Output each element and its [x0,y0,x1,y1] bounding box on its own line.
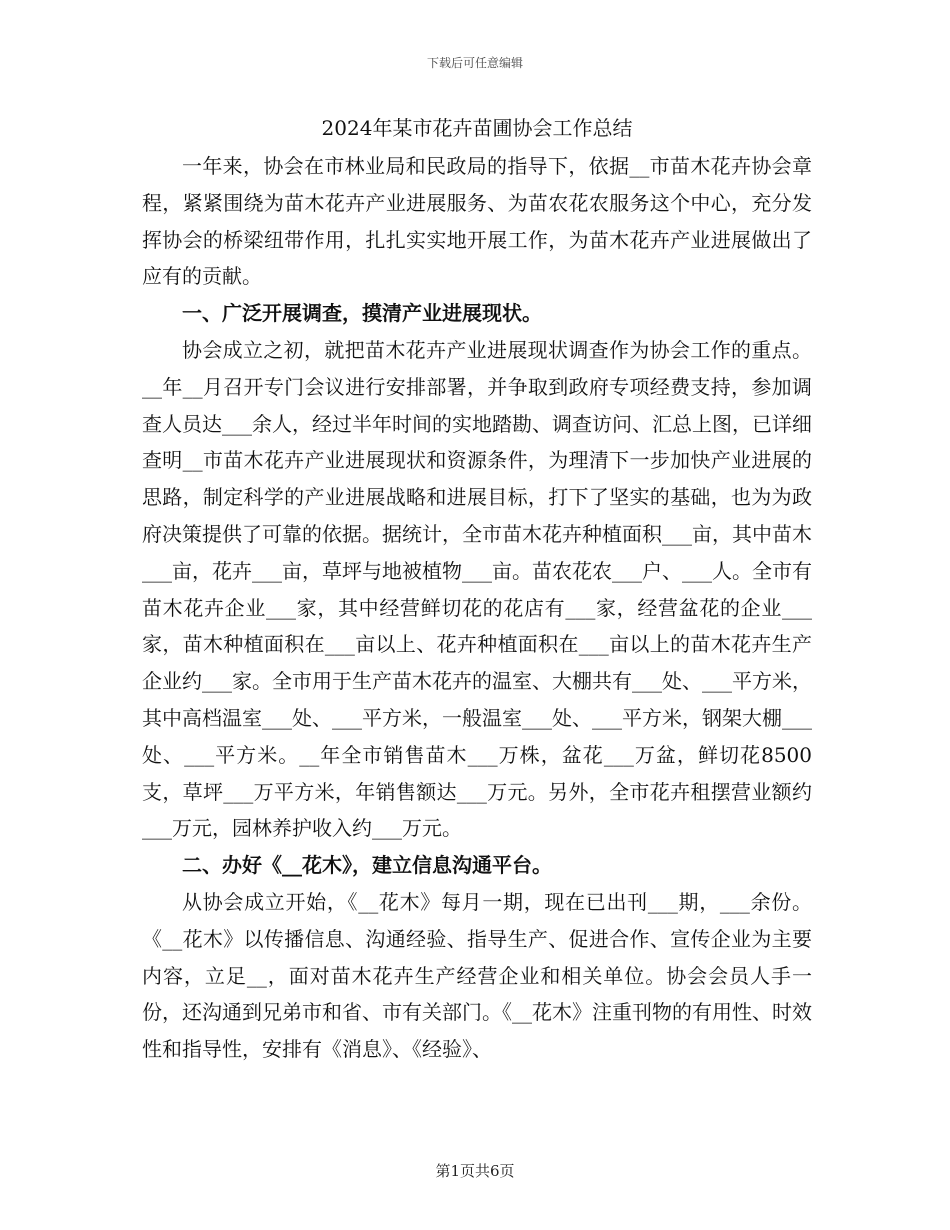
document-body [142,112,812,1068]
section-2-paragraph: 从协会成立开始，《__花木》每月一期，现在已出刊___期，___余份。《__花木》以传播信息、沟通经验、指导生产、促进合作、宣传企业为主要内容，立足__，面对苗木花卉生产经营企业和相关单位。协会会员人手一份，还沟通到兄弟市和省、市有关部门。《__花木》注重刊物的有用性、时效性和指导性，安排有《消息》、《经验》、 [142,889,812,1062]
page-footer: 第1页共6页 [435,1162,515,1180]
section-2-heading: 二、办好《__花木》，建立信息沟通平台。 [182,853,552,878]
page-header: 下载后可任意编辑 [426,56,523,70]
intro-paragraph: 一年来，协会在市林业局和民政局的指导下，依据__市苗木花卉协会章程，紧紧围绕为苗木花卉产业进展服务、为苗农花农服务这个中心，充分发挥协会的桥梁纽带作用，扎扎实实地开展工作，为苗木花卉产业进展做出了应有的贡献。 [142,154,812,289]
section-1-paragraph: 协会成立之初，就把苗木花卉产业进展现状调查作为协会工作的重点。__年__月召开专门会议进行安排部署，并争取到政府专项经费支持，参加调查人员达___余人，经过半年时间的实地踏勘、调查访问、汇总上图，已详细查明__市苗木花卉产业进展现状和资源条件，为理清下一步加快产业进展的思路，制定科学的产业进展战略和进展目标，打下了坚实的基础，也为为政府决策提供了可靠的依据。据统计，全市苗木花卉种植面积___亩，其中苗木___亩，花卉___亩，草坪与地被植物___亩。苗农花农___户、___人。全市有苗木花卉企业___家，其中经营鲜切花的花店有___家，经营盆花的企业___家，苗木种植面积在___亩以上、花卉种植面积在___亩以上的苗木花卉生产企业约___家。全市用于生产苗木花卉的温室、大棚共有___处、___平方米，其中高档温室___处、___平方米，一般温室___处、___平方米，钢架大棚___处、___平方米。__年全市销售苗木___万株，盆花___万盆，鲜切花8500支，草坪___万平方米，年销售额达___万元。另外，全市花卉租摆营业额约___万元，园林养护收入约___万元。 [142,337,812,841]
section-1-heading: 一、广泛开展调查，摸清产业进展现状。 [182,301,542,326]
document-title: 2024年某市花卉苗圃协会工作总结 [321,116,633,140]
